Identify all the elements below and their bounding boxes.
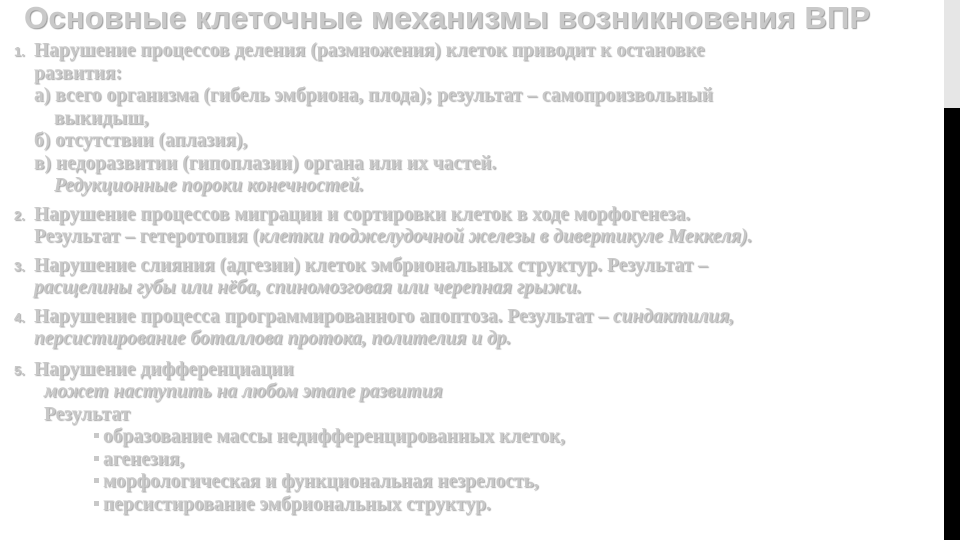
bullet-text: агенезия,: [103, 448, 185, 470]
item-text-line: Нарушение процессов миграции и сортировки клеток в ходе морфогенеза.: [34, 203, 691, 225]
item-text-line: развития:: [34, 62, 123, 84]
item-text-plain: Результат – гетеротопия (: [34, 226, 259, 247]
item-text-line: Результат: [44, 403, 131, 425]
corner-accent: [944, 0, 960, 108]
item-number: 5.: [14, 362, 25, 378]
bullet-item: [94, 426, 924, 449]
bullet-list: [94, 426, 924, 516]
item-text-italic: персистирование боталлова протока, полителия и др.: [34, 328, 512, 349]
item-text-plain: Нарушение процесса программированного апоптоза. Результат –: [34, 305, 613, 327]
bullet-text: персистирование эмбриональных структур.: [103, 493, 491, 515]
bullet-text: образование массы недифференцированных клеток,: [103, 426, 565, 447]
side-bar: [944, 108, 960, 540]
item-text-italic: Редукционные пороки конечностей.: [54, 175, 365, 196]
item-number: 2.: [14, 207, 25, 223]
item-number: 3.: [14, 258, 25, 274]
item-text-line: Нарушение слияния (адгезии) клеток эмбриональных структур. Результат –: [34, 254, 708, 276]
item-number: 1.: [14, 44, 25, 59]
bullet-item: [94, 449, 924, 472]
list-item-4: [14, 306, 924, 351]
item-text-line: в) недоразвитии (гипоплазии) органа или их частей.: [34, 152, 497, 174]
bullet-text: морфологическая и функциональная незрелость,: [103, 471, 539, 492]
bullet-square-icon: [94, 456, 99, 461]
bullet-item: [94, 494, 924, 517]
item-text-line: Нарушение дифференциации: [34, 358, 294, 380]
item-text-line: выкидыш,: [54, 107, 149, 129]
list-item-3: [14, 255, 924, 300]
item-text-italic: расщелины губы или нёба, спиномозговая или черепная грыжи.: [34, 277, 582, 298]
list-item-5: [14, 359, 924, 517]
list-item-1: [14, 40, 924, 198]
item-number: 4.: [14, 309, 25, 325]
list-item-2: [14, 204, 924, 249]
item-text-line: а) всего организма (гибель эмбриона, плода); результат – самопроизвольный: [34, 85, 713, 106]
slide-content: [14, 40, 924, 520]
item-text-line: Нарушение процессов деления (размножения) клеток приводит к остановке: [34, 40, 705, 61]
bullet-square-icon: [94, 478, 99, 483]
bullet-item: [94, 471, 924, 494]
bullet-square-icon: [94, 433, 99, 438]
bullet-square-icon: [94, 501, 99, 506]
item-text-line: [34, 306, 924, 329]
item-text-italic: синдактилия,: [612, 305, 735, 327]
item-text-line: [34, 226, 924, 249]
item-text-line: б) отсутствии (аплазия),: [34, 130, 248, 151]
item-text-italic: может наступить на любом этапе развития: [44, 381, 443, 402]
item-text-italic: клетки поджелудочной железы в дивертикуле Меккеля).: [258, 226, 753, 247]
slide-title: Основные клеточные механизмы возникновения ВПР: [24, 0, 871, 35]
